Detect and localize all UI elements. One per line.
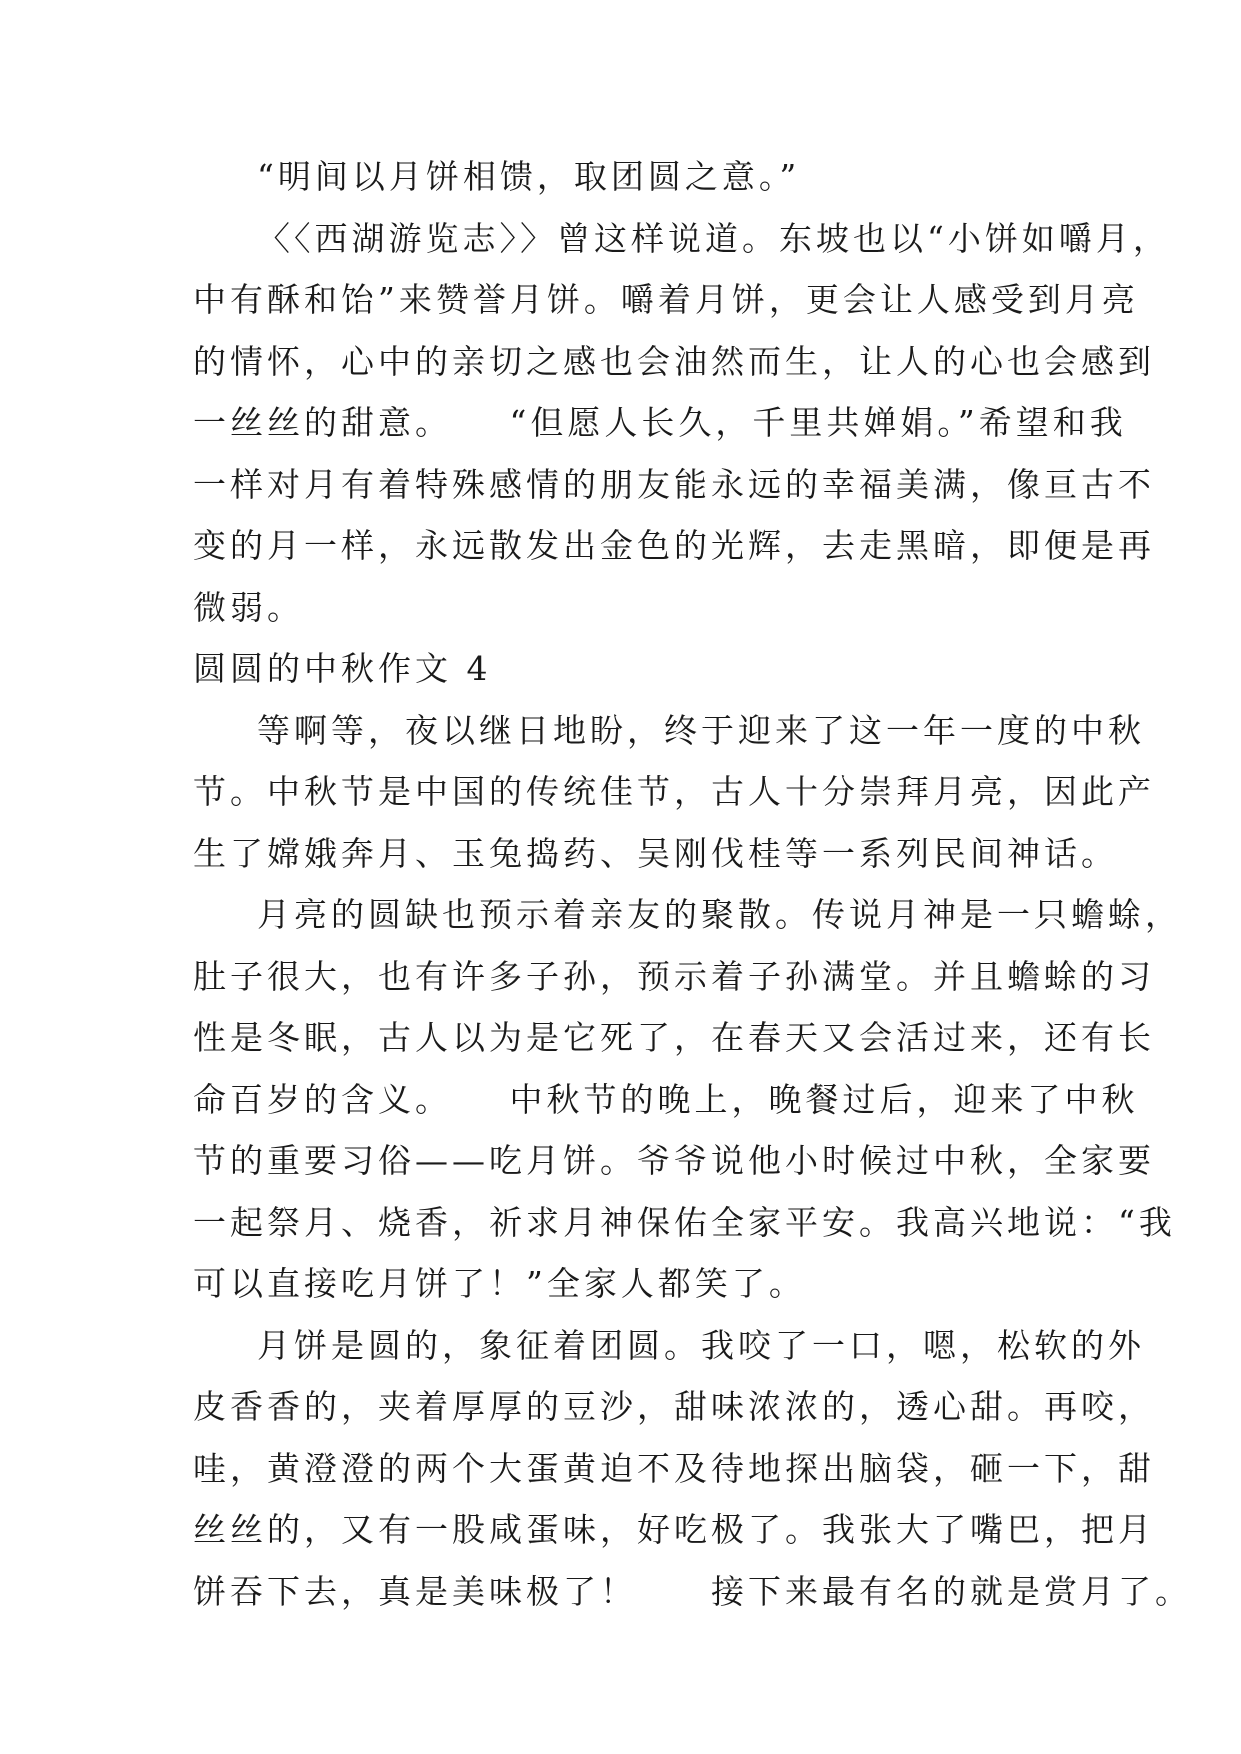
text-line: 哇，黄澄澄的两个大蛋黄迫不及待地探出脑袋，砸一下，甜 — [193, 1448, 1155, 1488]
text-line: 月饼是圆的，象征着团圆。我咬了一口，嗯，松软的外 — [257, 1325, 1145, 1365]
text-line: 节的重要习俗——吃月饼。爷爷说他小时候过中秋，全家要 — [193, 1141, 1155, 1180]
text-line: 微弱。 — [193, 587, 304, 627]
text-line: 月亮的圆缺也预示着亲友的聚散。传说月神是一只蟾蜍， — [257, 895, 1182, 934]
text-line: 中有酥和饴”来赞誉月饼。嚼着月饼，更会让人感受到月亮 — [193, 280, 1139, 319]
section-heading: 圆圆的中秋作文 4 — [193, 649, 492, 688]
text-line: 命百岁的含义。 中秋节的晚上，晚餐过后，迎来了中秋 — [193, 1079, 1139, 1119]
text-line: 一起祭月、烧香，祈求月神保佑全家平安。我高兴地说：“我 — [193, 1202, 1176, 1242]
text-line: 一丝丝的甜意。 “但愿人长久，千里共婵娟。”希望和我 — [193, 403, 1127, 442]
text-line: 饼吞下去，真是美味极了！ 接下来最有名的就是赏月了。 — [193, 1571, 1192, 1611]
text-line: 皮香香的，夹着厚厚的豆沙，甜味浓浓的，透心甜。再咬， — [193, 1387, 1155, 1426]
text-line: 一样对月有着特殊感情的朋友能永远的幸福美满，像亘古不 — [193, 464, 1155, 504]
text-line: 节。中秋节是中国的传统佳节，古人十分崇拜月亮，因此产 — [193, 772, 1155, 811]
text-line: 等啊等，夜以继日地盼，终于迎来了这一年一度的中秋 — [257, 710, 1145, 750]
text-line: 可以直接吃月饼了！”全家人都笑了。 — [193, 1264, 806, 1303]
document-body — [193, 146, 1192, 1622]
text-line: 〈〈西湖游览志〉〉曾这样说道。东坡也以“小饼如嚼月， — [257, 218, 1170, 258]
text-line: 变的月一样，永远散发出金色的光辉，去走黑暗，即便是再 — [193, 526, 1155, 565]
text-line: “明间以月饼相馈，取团圆之意。” — [257, 157, 801, 196]
text-line: 丝丝的，又有一股咸蛋味，好吃极了。我张大了嘴巴，把月 — [193, 1510, 1155, 1549]
text-line: 肚子很大，也有许多子孙，预示着子孙满堂。并且蟾蜍的习 — [193, 956, 1155, 996]
text-line: 生了嫦娥奔月、玉兔捣药、吴刚伐桂等一系列民间神话。 — [193, 833, 1118, 873]
text-line: 的情怀，心中的亲切之感也会油然而生，让人的心也会感到 — [193, 341, 1155, 381]
text-line: 性是冬眠，古人以为是它死了，在春天又会活过来，还有长 — [193, 1018, 1155, 1057]
